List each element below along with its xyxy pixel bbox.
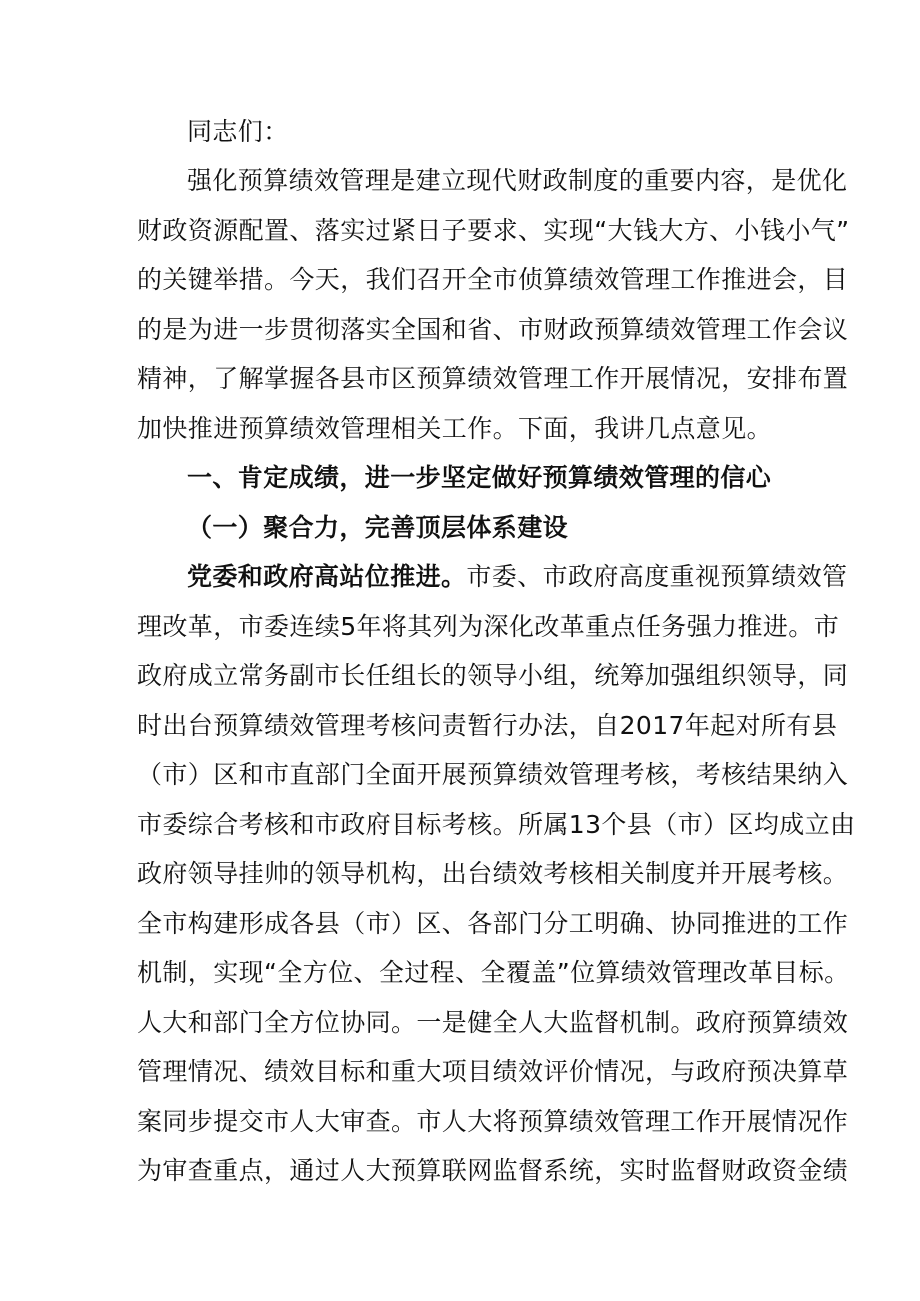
para1-line-6: 市委综合考核和市政府目标考核。所属13个县（市）区均成立由	[137, 810, 856, 839]
para1-line-3: 政府成立常务副市长任组长的领导小组，统筹加强组织领导，同	[137, 661, 849, 690]
para2-line-4: 为审查重点，通过人大预算联网监督系统，实时监督财政资金绩	[137, 1156, 849, 1185]
greeting: 同志们：	[187, 117, 289, 146]
para1-line-1-rest: 市委、市政府高度重视预算绩效管	[466, 562, 848, 591]
para2-line-1: 人大和部门全方位协同。一是健全人大监督机制。政府预算绩效	[137, 1008, 849, 1037]
para1-line-8: 全市构建形成各县（市）区、各部门分工明确、协同推进的工作	[137, 909, 849, 938]
intro-line-2: 财政资源配置、落实过紧日子要求、实现“大钱大方、小钱小气”	[137, 216, 850, 245]
para2-line-2: 管理情况、绩效目标和重大项目绩效评价情况，与政府预决算草	[137, 1057, 849, 1086]
para1-line-1	[187, 560, 848, 594]
para1-line-7: 政府领导挂帅的领导机构，出台绩效考核相关制度并开展考核。	[137, 859, 849, 888]
section-heading-1: 一、肯定成绩，进一步坚定做好预算绩效管理的信心	[187, 463, 772, 492]
intro-line-4: 的是为进一步贯彻落实全国和省、市财政预算绩效管理工作会议	[137, 315, 849, 344]
para1-line-5: （市）区和市直部门全面开展预算绩效管理考核，考核结果纳入	[137, 760, 849, 789]
para1-line-9: 机制，实现“全方位、全过程、全覆盖”位算绩效管理改革目标。	[137, 958, 850, 987]
para1-line-2: 理改革，市委连续5年将其列为深化改革重点任务强力推进。市	[137, 612, 840, 641]
intro-line-5: 精神，了解掌握各县市区预算绩效管理工作开展情况，安排布置	[137, 364, 849, 393]
intro-line-6: 加快推进预算绩效管理相关工作。下面，我讲几点意见。	[137, 414, 773, 443]
section-heading-2: （一）聚合力，完善顶层体系建设	[187, 513, 569, 542]
intro-line-1: 强化预算绩效管理是建立现代财政制度的重要内容，是优化	[187, 166, 848, 195]
para2-line-3: 案同步提交市人大审查。市人大将预算绩效管理工作开展情况作	[137, 1107, 849, 1136]
para1-line-4: 时出台预算绩效管理考核问责暂行办法，自2017年起对所有县	[137, 711, 838, 740]
para1-lead-bold: 党委和政府高站位推进。	[187, 562, 467, 591]
intro-line-3: 的关键举措。今天，我们召开全市侦算绩效管理工作推进会，目	[137, 265, 849, 294]
